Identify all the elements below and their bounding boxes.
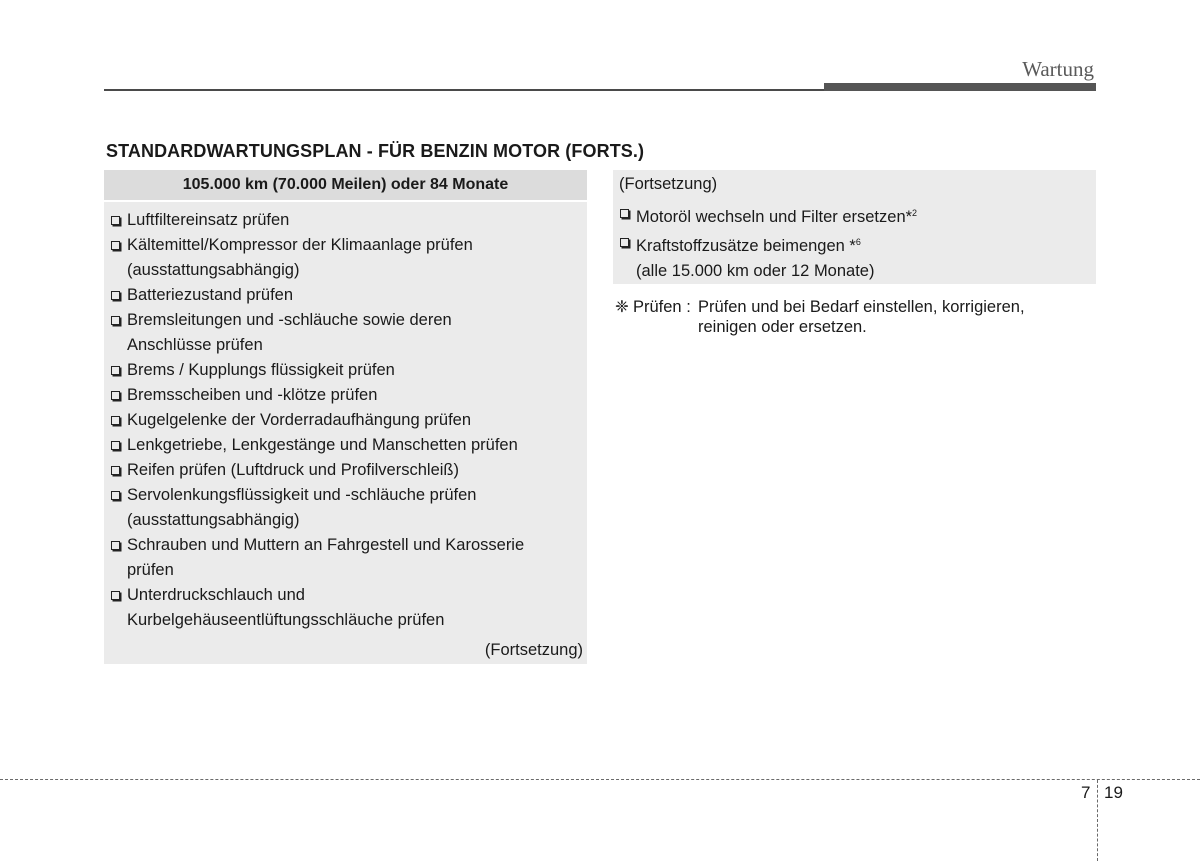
- maintenance-panel-left: [104, 170, 587, 664]
- checkbox-icon: [111, 291, 120, 300]
- item-text: [127, 583, 444, 633]
- continued-label: (Fortsetzung): [619, 175, 718, 193]
- footer-rule: [0, 779, 1200, 780]
- footnote: [615, 297, 1025, 337]
- item-text: [127, 458, 459, 483]
- footer-divider: [1097, 780, 1098, 861]
- item-line: Reifen prüfen (Luftdruck und Profilverschleiß): [127, 461, 459, 479]
- item-line: Schrauben und Muttern an Fahrgestell und Karosserie: [127, 536, 525, 554]
- item-text: [127, 358, 395, 383]
- item-line: (ausstattungsabhängig): [127, 261, 300, 279]
- item-text: [127, 483, 476, 533]
- item-text: Kraftstoffzusätze beimengen *$^6$: [636, 237, 861, 255]
- item-line: Servolenkungsflüssigkeit und -schläuche prüfen: [127, 486, 477, 504]
- checklist-item: [110, 483, 587, 533]
- checkbox-icon: [111, 416, 120, 425]
- checklist-item: [619, 230, 1096, 259]
- checkbox-icon: [620, 209, 629, 218]
- checkbox-icon: [111, 391, 120, 400]
- item-line: (ausstattungsabhängig): [127, 511, 300, 529]
- item-line: Kurbelgehäuseentlüftungsschläuche prüfen: [127, 611, 445, 629]
- checklist-item: [110, 308, 587, 358]
- item-text: [127, 383, 377, 408]
- footnote-row: [615, 297, 1025, 317]
- checklist: [104, 202, 587, 633]
- checklist-item: [110, 408, 587, 433]
- item-line: Anschlüsse prüfen: [127, 336, 263, 354]
- item-text: [127, 308, 452, 358]
- item-line: Kugelgelenke der Vorderradaufhängung prüfen: [127, 411, 472, 429]
- checklist-item: [110, 358, 587, 383]
- checkbox-icon: [111, 316, 120, 325]
- item-text: [127, 233, 473, 283]
- checkbox-icon: [111, 466, 120, 475]
- checklist-item: [619, 201, 1096, 230]
- item-line: Kältemittel/Kompressor der Klimaanlage prüfen: [127, 236, 473, 254]
- footnote-symbol-icon: ❈: [615, 298, 629, 316]
- checklist-item: [110, 233, 587, 283]
- header-rule-accent: [824, 83, 1096, 91]
- panel-title: 105.000 km (70.000 Meilen) oder 84 Monate: [104, 170, 587, 202]
- checklist-item: [110, 383, 587, 408]
- item-line: Unterdruckschlauch und: [127, 586, 305, 604]
- header-section-title: Wartung: [1022, 57, 1094, 81]
- item-text: Motoröl wechseln und Filter ersetzen*$^2$: [636, 208, 918, 226]
- footnote-text: Prüfen und bei Bedarf einstellen, korrigieren,: [698, 298, 1025, 316]
- item-line: Lenkgetriebe, Lenkgestänge und Manschetten prüfen: [127, 436, 518, 454]
- checklist-item: [110, 208, 587, 233]
- item-line: Brems / Kupplungs flüssigkeit prüfen: [127, 361, 395, 379]
- checkbox-icon: [111, 541, 120, 550]
- footnote-ref: 2: [912, 208, 918, 218]
- footnote-ref: 6: [855, 237, 861, 247]
- checkbox-icon: [111, 591, 120, 600]
- footnote-text-cont: reinigen oder ersetzen.: [698, 318, 867, 336]
- item-text: [127, 283, 293, 308]
- chapter-number: 7: [1081, 783, 1091, 802]
- page-number: 19: [1104, 783, 1123, 802]
- checkbox-icon: [620, 238, 629, 247]
- interval-note: (alle 15.000 km oder 12 Monate): [636, 262, 875, 280]
- checkbox-icon: [111, 241, 120, 250]
- checklist-item: [110, 283, 587, 308]
- checklist-item: [110, 583, 587, 633]
- continued-label: (Fortsetzung): [484, 641, 583, 659]
- item-line: Bremsleitungen und -schläuche sowie deren: [127, 311, 452, 329]
- checkbox-icon: [111, 491, 120, 500]
- footnote-label: Prüfen :: [633, 298, 691, 316]
- page-heading: STANDARDWARTUNGSPLAN - FÜR BENZIN MOTOR (FORTS.): [106, 141, 645, 161]
- checklist: [613, 195, 1096, 259]
- checklist-item: [110, 433, 587, 458]
- item-text: [127, 408, 471, 433]
- checkbox-icon: [111, 441, 120, 450]
- maintenance-panel-right: [613, 170, 1096, 284]
- checklist-item: [110, 533, 587, 583]
- item-line: Luftfiltereinsatz prüfen: [127, 211, 290, 229]
- checkbox-icon: [111, 366, 120, 375]
- item-text: [127, 208, 289, 233]
- checkbox-icon: [111, 216, 120, 225]
- checklist-item: [110, 458, 587, 483]
- item-line: Batteriezustand prüfen: [127, 286, 294, 304]
- item-line: prüfen: [127, 561, 174, 579]
- item-text: [127, 533, 524, 583]
- item-text: [127, 433, 518, 458]
- item-line: Bremsscheiben und -klötze prüfen: [127, 386, 378, 404]
